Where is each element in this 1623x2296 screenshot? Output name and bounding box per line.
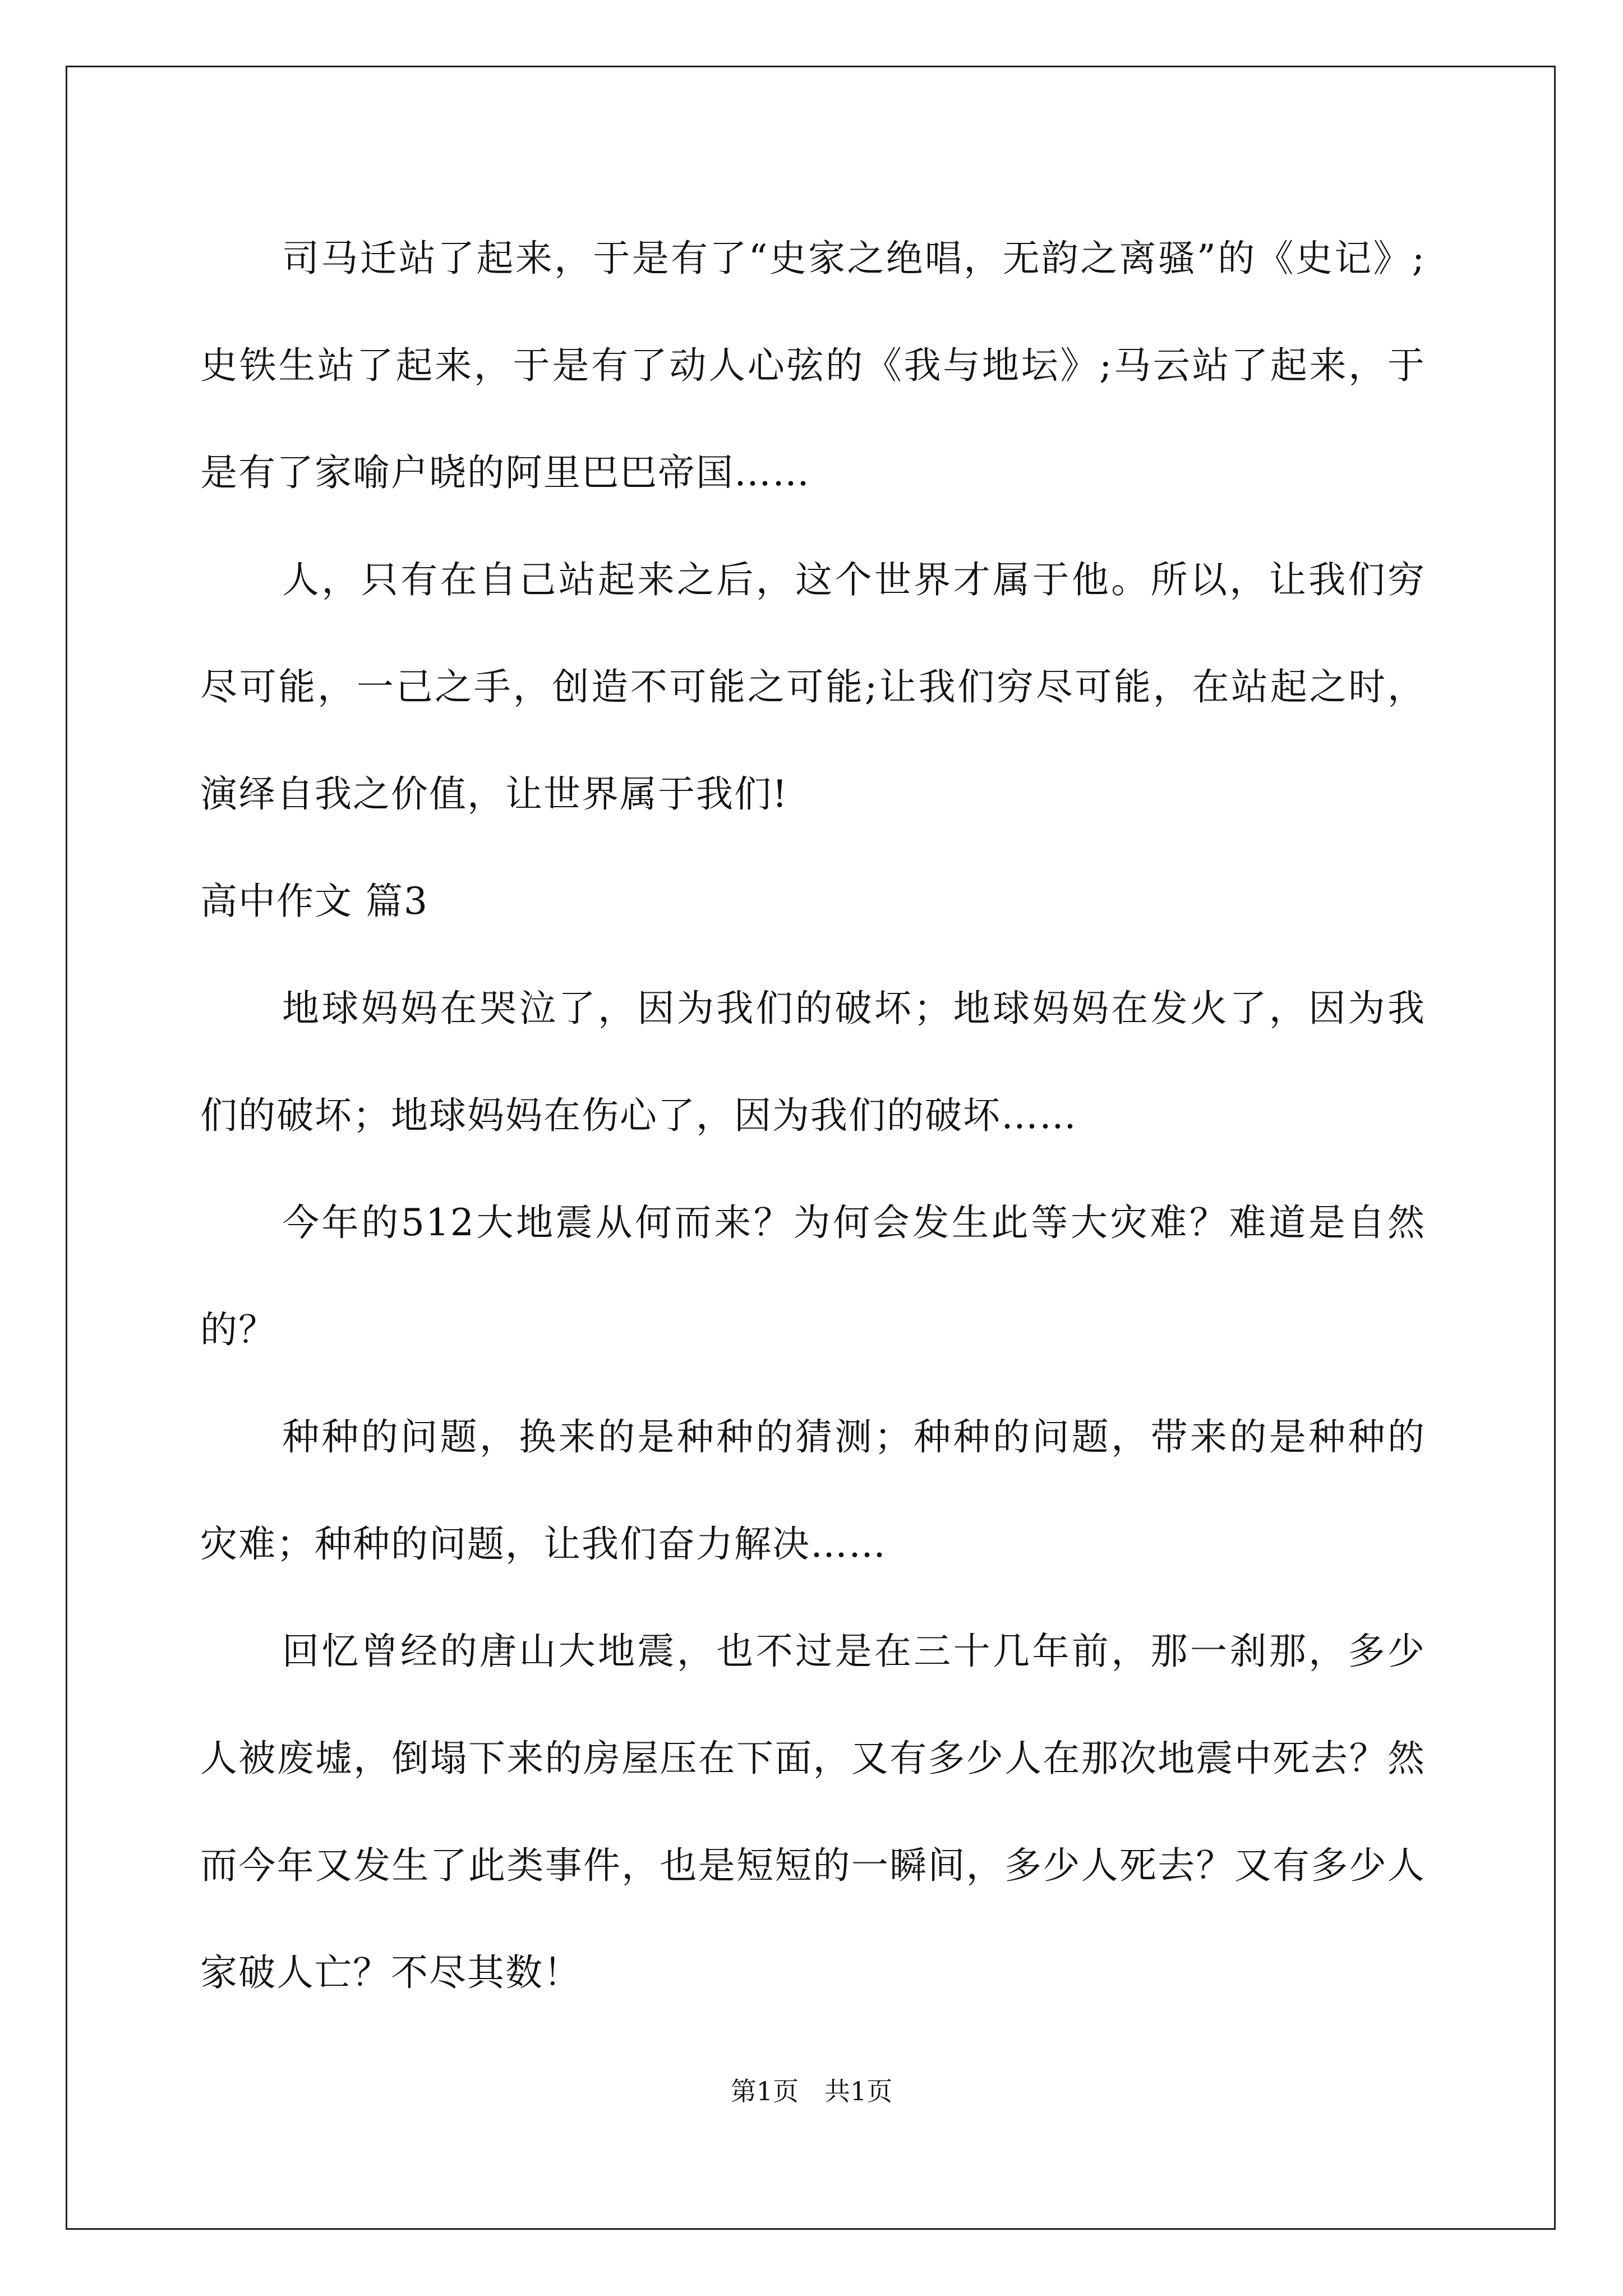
section-heading: 高中作文 篇3 [200, 880, 428, 923]
paragraph: 回忆曾经的唐山大地震，也不过是在三十几年前，那一刹那，多少人被废墟，倒塌下来的房屋压在下面，又有多少人在那次地震中死去？然而今年又发生了此类事件，也是短短的一瞬间，多少人死去？又有多少人家破人亡？不尽其数！ [200, 1630, 1426, 1994]
document-body [200, 205, 1426, 2026]
paragraph: 地球妈妈在哭泣了，因为我们的破坏；地球妈妈在发火了，因为我们的破坏；地球妈妈在伤心了，因为我们的破坏…… [200, 987, 1426, 1137]
paragraph: 今年的512大地震从何而来？为何会发生此等大灾难？难道是自然的？ [200, 1201, 1426, 1351]
paragraph: 种种的问题，换来的是种种的猜测；种种的问题，带来的是种种的灾难；种种的问题，让我们奋力解决…… [200, 1415, 1426, 1566]
page-number-footer: 第1页 共1页 [730, 2076, 893, 2106]
paragraph: 人，只有在自己站起来之后，这个世界才属于他。所以，让我们穷尽可能，一己之手，创造不可能之可能;让我们穷尽可能，在站起之时，演绎自我之价值，让世界属于我们! [200, 558, 1426, 816]
paragraph: 司马迁站了起来，于是有了“史家之绝唱，无韵之离骚”的《史记》;史铁生站了起来，于是有了动人心弦的《我与地坛》;马云站了起来，于是有了家喻户晓的阿里巴巴帝国…… [200, 237, 1426, 494]
